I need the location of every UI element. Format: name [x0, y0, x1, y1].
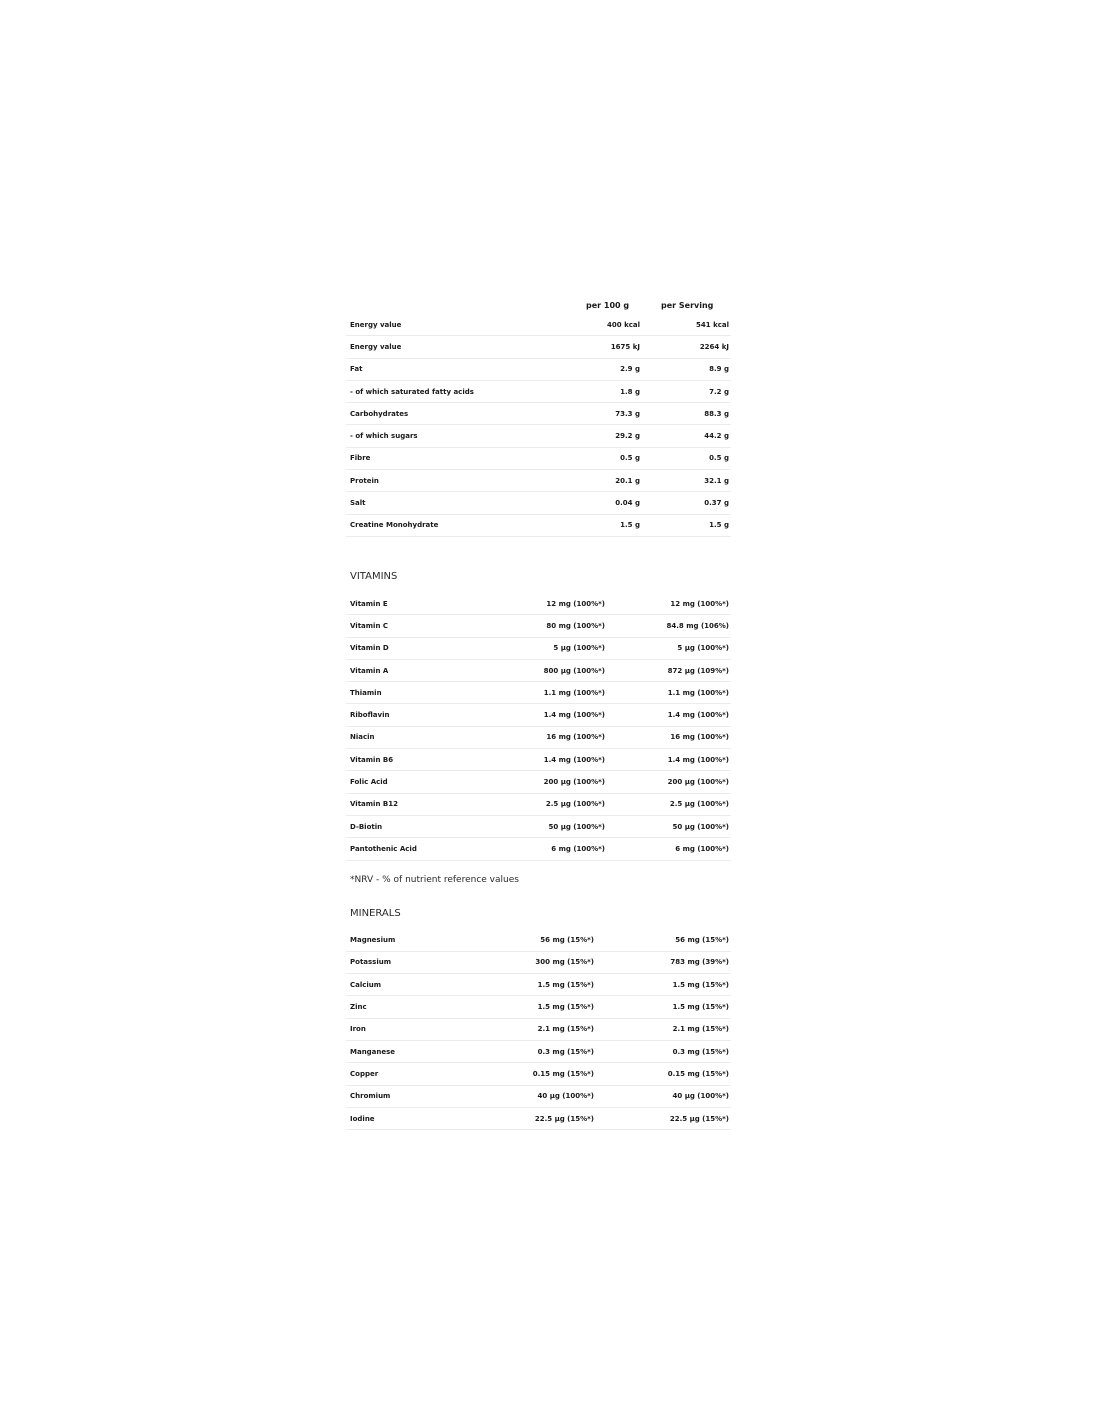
nutrient-name: Magnesium: [346, 930, 496, 952]
per-100g-value: 80 mg (100%*): [496, 615, 605, 637]
per-serving-value: 872 µg (109%*): [605, 659, 731, 681]
vitamin-row: [346, 704, 731, 726]
per-100g-value: 0.04 g: [581, 492, 640, 514]
per-100g-value: 300 mg (15%*): [496, 951, 594, 973]
nutrient-name: Folic Acid: [346, 771, 496, 793]
per-100g-value: 20.1 g: [581, 470, 640, 492]
nutrition-row: [346, 403, 731, 425]
per-100g-value: 2.1 mg (15%*): [496, 1018, 594, 1040]
nutrition-row: [346, 470, 731, 492]
per-serving-value: 1.4 mg (100%*): [605, 704, 731, 726]
per-serving-value: 1.5 mg (15%*): [594, 974, 731, 996]
nutrient-name: Vitamin C: [346, 615, 496, 637]
per-100g-value: 73.3 g: [581, 403, 640, 425]
per-serving-value: 1.5 g: [640, 514, 731, 536]
nutrient-name: Chromium: [346, 1085, 496, 1107]
nutrient-name: Manganese: [346, 1041, 496, 1063]
nutrition-row: [346, 380, 731, 402]
nutrient-name: Fibre: [346, 447, 581, 469]
per-100g-value: 2.5 µg (100%*): [496, 793, 605, 815]
vitamin-row: [346, 726, 731, 748]
vitamin-row: [346, 771, 731, 793]
nutrient-name: Zinc: [346, 996, 496, 1018]
per-100g-value: 0.3 mg (15%*): [496, 1041, 594, 1063]
per-serving-value: 56 mg (15%*): [594, 930, 731, 952]
mineral-row: [346, 996, 731, 1018]
nutrient-name: D-Biotin: [346, 815, 496, 837]
nutrient-name: Potassium: [346, 951, 496, 973]
per-100g-value: 5 µg (100%*): [496, 637, 605, 659]
nutrient-name: Niacin: [346, 726, 496, 748]
nutrition-row: [346, 358, 731, 380]
per-100g-value: 2.9 g: [581, 358, 640, 380]
per-serving-value: 12 mg (100%*): [605, 593, 731, 615]
nutrient-name: Iron: [346, 1018, 496, 1040]
nutrition-header-row: [346, 296, 731, 314]
nutrient-name: Vitamin E: [346, 593, 496, 615]
nutrient-name: Iodine: [346, 1107, 496, 1129]
vitamin-row: [346, 838, 731, 860]
column-header-nutrient: [346, 296, 581, 314]
vitamin-row: [346, 637, 731, 659]
per-100g-value: 56 mg (15%*): [496, 930, 594, 952]
nutrient-name: Fat: [346, 358, 581, 380]
per-serving-value: 1.5 mg (15%*): [594, 996, 731, 1018]
nutrient-name: Energy value: [346, 336, 581, 358]
mineral-row: [346, 951, 731, 973]
vitamin-row: [346, 593, 731, 615]
minerals-table: [346, 930, 731, 1131]
per-100g-value: 0.5 g: [581, 447, 640, 469]
per-serving-value: 1.1 mg (100%*): [605, 682, 731, 704]
per-serving-value: 783 mg (39%*): [594, 951, 731, 973]
per-serving-value: 2264 kJ: [640, 336, 731, 358]
per-serving-value: 32.1 g: [640, 470, 731, 492]
mineral-row: [346, 1085, 731, 1107]
vitamin-row: [346, 749, 731, 771]
per-100g-value: 1.4 mg (100%*): [496, 749, 605, 771]
nrv-footnote: *NRV - % of nutrient reference values: [350, 874, 519, 885]
vitamin-row: [346, 815, 731, 837]
mineral-row: [346, 930, 731, 952]
per-100g-value: 29.2 g: [581, 425, 640, 447]
mineral-row: [346, 1107, 731, 1129]
nutrient-name: Copper: [346, 1063, 496, 1085]
per-serving-value: 16 mg (100%*): [605, 726, 731, 748]
nutrient-name: Vitamin B6: [346, 749, 496, 771]
per-serving-value: 2.5 µg (100%*): [605, 793, 731, 815]
per-serving-value: 8.9 g: [640, 358, 731, 380]
nutrient-name: - of which sugars: [346, 425, 581, 447]
per-serving-value: 0.15 mg (15%*): [594, 1063, 731, 1085]
nutrient-name: Creatine Monohydrate: [346, 514, 581, 536]
nutrition-row: [346, 492, 731, 514]
per-serving-value: 88.3 g: [640, 403, 731, 425]
column-header-per-serving: per Serving: [661, 300, 714, 310]
vitamin-row: [346, 682, 731, 704]
per-serving-value: 541 kcal: [640, 314, 731, 336]
per-serving-value: 1.4 mg (100%*): [605, 749, 731, 771]
nutrition-row: [346, 447, 731, 469]
vitamin-row: [346, 615, 731, 637]
per-100g-value: 1.1 mg (100%*): [496, 682, 605, 704]
nutrition-table: [346, 296, 731, 537]
nutrition-facts-sheet: [346, 296, 731, 1130]
per-serving-value: 40 µg (100%*): [594, 1085, 731, 1107]
nutrition-row: [346, 514, 731, 536]
nutrient-name: Vitamin A: [346, 659, 496, 681]
per-serving-value: 0.3 mg (15%*): [594, 1041, 731, 1063]
minerals-title: MINERALS: [350, 907, 401, 919]
mineral-row: [346, 1041, 731, 1063]
mineral-row: [346, 1018, 731, 1040]
per-serving-value: 200 µg (100%*): [605, 771, 731, 793]
per-serving-value: 0.37 g: [640, 492, 731, 514]
per-100g-value: 1.5 g: [581, 514, 640, 536]
per-100g-value: 22.5 µg (15%*): [496, 1107, 594, 1129]
per-serving-value: 50 µg (100%*): [605, 815, 731, 837]
per-serving-value: 44.2 g: [640, 425, 731, 447]
mineral-row: [346, 974, 731, 996]
per-serving-value: 22.5 µg (15%*): [594, 1107, 731, 1129]
per-serving-value: 84.8 mg (106%): [605, 615, 731, 637]
per-serving-value: 2.1 mg (15%*): [594, 1018, 731, 1040]
per-100g-value: 1.5 mg (15%*): [496, 974, 594, 996]
column-header-per-100g: per 100 g: [586, 300, 630, 310]
nutrient-name: Energy value: [346, 314, 581, 336]
per-100g-value: 16 mg (100%*): [496, 726, 605, 748]
per-100g-value: 50 µg (100%*): [496, 815, 605, 837]
nutrient-name: - of which saturated fatty acids: [346, 380, 581, 402]
mineral-row: [346, 1063, 731, 1085]
per-serving-value: 6 mg (100%*): [605, 838, 731, 860]
vitamins-table: [346, 593, 731, 861]
per-100g-value: 1675 kJ: [581, 336, 640, 358]
per-100g-value: 1.5 mg (15%*): [496, 996, 594, 1018]
nutrition-row: [346, 425, 731, 447]
per-serving-value: 7.2 g: [640, 380, 731, 402]
per-serving-value: 0.5 g: [640, 447, 731, 469]
nutrient-name: Vitamin D: [346, 637, 496, 659]
per-100g-value: 1.4 mg (100%*): [496, 704, 605, 726]
nutrient-name: Thiamin: [346, 682, 496, 704]
per-100g-value: 12 mg (100%*): [496, 593, 605, 615]
per-100g-value: 6 mg (100%*): [496, 838, 605, 860]
nutrient-name: Protein: [346, 470, 581, 492]
per-100g-value: 0.15 mg (15%*): [496, 1063, 594, 1085]
per-100g-value: 200 µg (100%*): [496, 771, 605, 793]
nutrition-row: [346, 314, 731, 336]
nutrient-name: Vitamin B12: [346, 793, 496, 815]
per-100g-value: 400 kcal: [581, 314, 640, 336]
per-100g-value: 1.8 g: [581, 380, 640, 402]
per-100g-value: 800 µg (100%*): [496, 659, 605, 681]
nutrient-name: Riboflavin: [346, 704, 496, 726]
per-serving-value: 5 µg (100%*): [605, 637, 731, 659]
per-100g-value: 40 µg (100%*): [496, 1085, 594, 1107]
nutrient-name: Carbohydrates: [346, 403, 581, 425]
nutrient-name: Calcium: [346, 974, 496, 996]
nutrition-row: [346, 336, 731, 358]
vitamins-title: VITAMINS: [350, 570, 398, 582]
vitamin-row: [346, 659, 731, 681]
nutrient-name: Salt: [346, 492, 581, 514]
nutrient-name: Pantothenic Acid: [346, 838, 496, 860]
vitamin-row: [346, 793, 731, 815]
